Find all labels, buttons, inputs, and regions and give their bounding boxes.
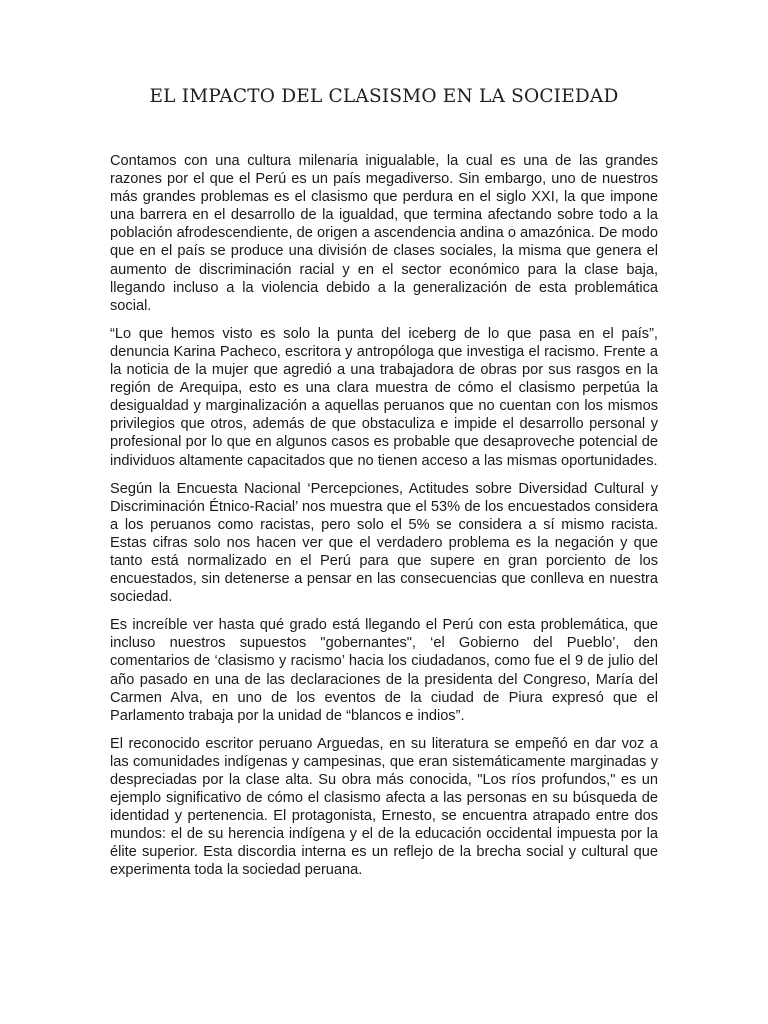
- paragraph-4: Es increíble ver hasta qué grado está llegando el Perú con esta problemática, que incluso nuestros supuestos "gobernantes", ‘el Gobierno del Pueblo’, den comentarios de ‘clasismo y racismo’ hacia los ciudadanos, como fue el 9 de julio del año pasado en una de las declaraciones de la presidenta del Congreso, María del Carmen Alva, en uno de los eventos de la ciudad de Piura expresó que el Parlamento trabaja por la unidad de “blancos e indios”.: [110, 617, 658, 724]
- paragraph-3: Según la Encuesta Nacional ‘Percepciones, Actitudes sobre Diversidad Cultural y Discriminación Étnico-Racial’ nos muestra que el 53% de los encuestados considera a los peruanos como racistas, pero solo el 5% se considera a sí mismo racista. Estas cifras solo nos hacen ver que el verdadero problema es la negación y que tanto está normalizado en el Perú para que supere en gran porciento de los encuestados, sin detenerse a pensar en las consecuencias que conlleva en nuestra sociedad.: [110, 480, 658, 606]
- paragraph-2: “Lo que hemos visto es solo la punta del iceberg de lo que pasa en el país”, denuncia Karina Pacheco, escritora y antropóloga que investiga el racismo. Frente a la noticia de la mujer que agredió a una trabajadora de obras por sus rasgos en la región de Arequipa, esto es una clara muestra de cómo el clasismo perpetúa la desigualdad y marginalización a aquellas peruanos que no cuentan con los mismos privilegios que otros, además de que obstaculiza e impide el desarrollo personal y profesional por lo que en algunos casos es probable que desaproveche potencial de individuos altamente capacitados que no tienen acceso a las mismas oportunidades.: [110, 325, 658, 469]
- document-title: EL IMPACTO DEL CLASISMO EN LA SOCIEDAD: [149, 86, 619, 107]
- document-body: [110, 152, 658, 880]
- paragraph-5: El reconocido escritor peruano Arguedas, en su literatura se empeñó en dar voz a las comunidades indígenas y campesinas, que eran sistemáticamente marginadas y despreciadas por la clase alta. Su obra más conocida, "Los ríos profundos," es un ejemplo significativo de cómo el clasismo afecta a las personas en su búsqueda de identidad y pertenencia. El protagonista, Ernesto, se encuentra atrapado entre dos mundos: el de su herencia indígena y el de la educación occidental impuesta por la élite superior. Esta discordia interna es un reflejo de la brecha social y cultural que experimenta toda la sociedad peruana.: [110, 735, 658, 879]
- paragraph-1: Contamos con una cultura milenaria inigualable, la cual es una de las grandes razones por el que el Perú es un país megadiverso. Sin embargo, uno de nuestros más grandes problemas es el clasismo que perdura en el siglo XXI, la que impone una barrera en el desarrollo de la igualdad, que termina afectando sobre todo a la población afrodescendiente, de origen a ascendencia andina o amazónica. De modo que en el país se produce una división de clases sociales, la misma que genera el aumento de discriminación racial y en el sector económico para la clase baja, llegando incluso a la violencia debido a la generalización de esta problemática social.: [110, 153, 658, 314]
